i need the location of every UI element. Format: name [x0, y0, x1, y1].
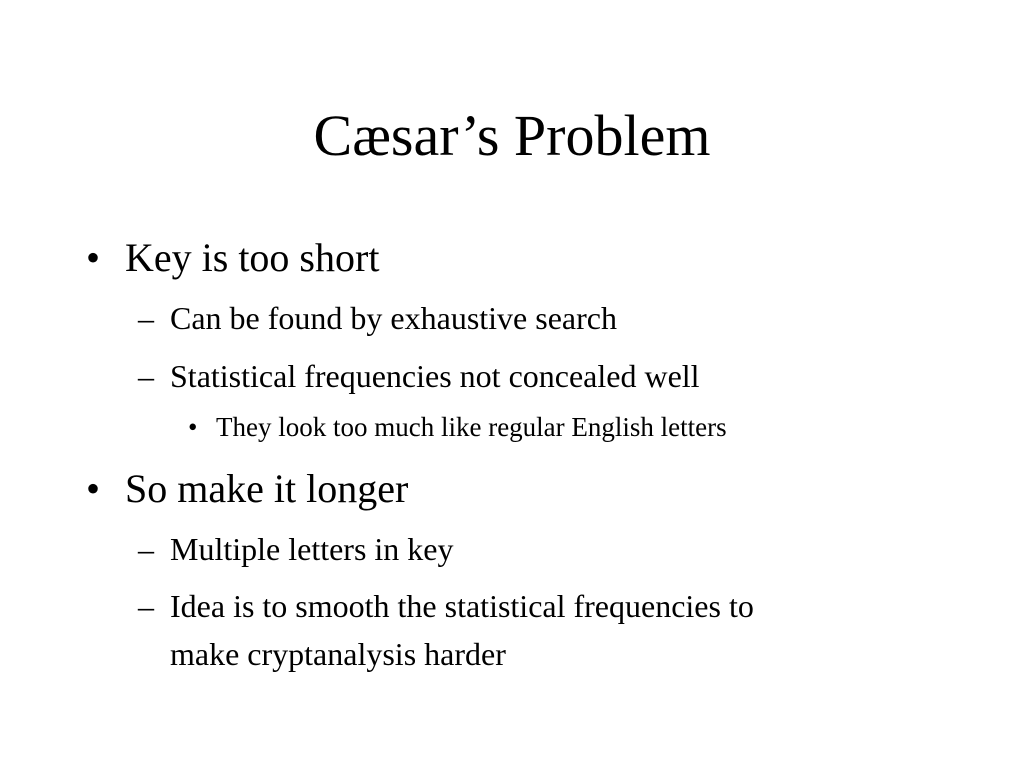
dash-marker: – [138, 588, 154, 624]
bullet-text: So make it longer [125, 466, 409, 511]
sub-bullet-text: Statistical frequencies not concealed well [170, 358, 700, 394]
sub-bullet-item [0, 356, 1024, 396]
sub-sub-bullet-text: They look too much like regular English letters [216, 412, 727, 442]
sub-bullet-text: Multiple letters in key [170, 531, 454, 567]
dash-marker: – [138, 531, 154, 567]
dash-marker: – [138, 358, 154, 394]
bullet-marker: • [188, 412, 198, 442]
sub-bullet-item [0, 586, 1024, 674]
slide-title: Cæsar’s Problem [313, 103, 711, 168]
sub-bullet-item [0, 529, 1024, 569]
bullet-item [0, 234, 1024, 282]
sub-sub-bullet-item [0, 411, 1024, 443]
sub-bullet-text: Idea is to smooth the statistical frequencies to [170, 588, 754, 624]
sub-bullet-item [0, 298, 1024, 338]
sub-bullet-text-continuation: make cryptanalysis harder [170, 636, 506, 672]
bullet-text: Key is too short [125, 235, 380, 280]
bullet-marker: • [86, 466, 101, 511]
sub-bullet-text: Can be found by exhaustive search [170, 300, 617, 336]
bullet-item [0, 465, 1024, 513]
dash-marker: – [138, 300, 154, 336]
bullet-marker: • [86, 235, 101, 280]
